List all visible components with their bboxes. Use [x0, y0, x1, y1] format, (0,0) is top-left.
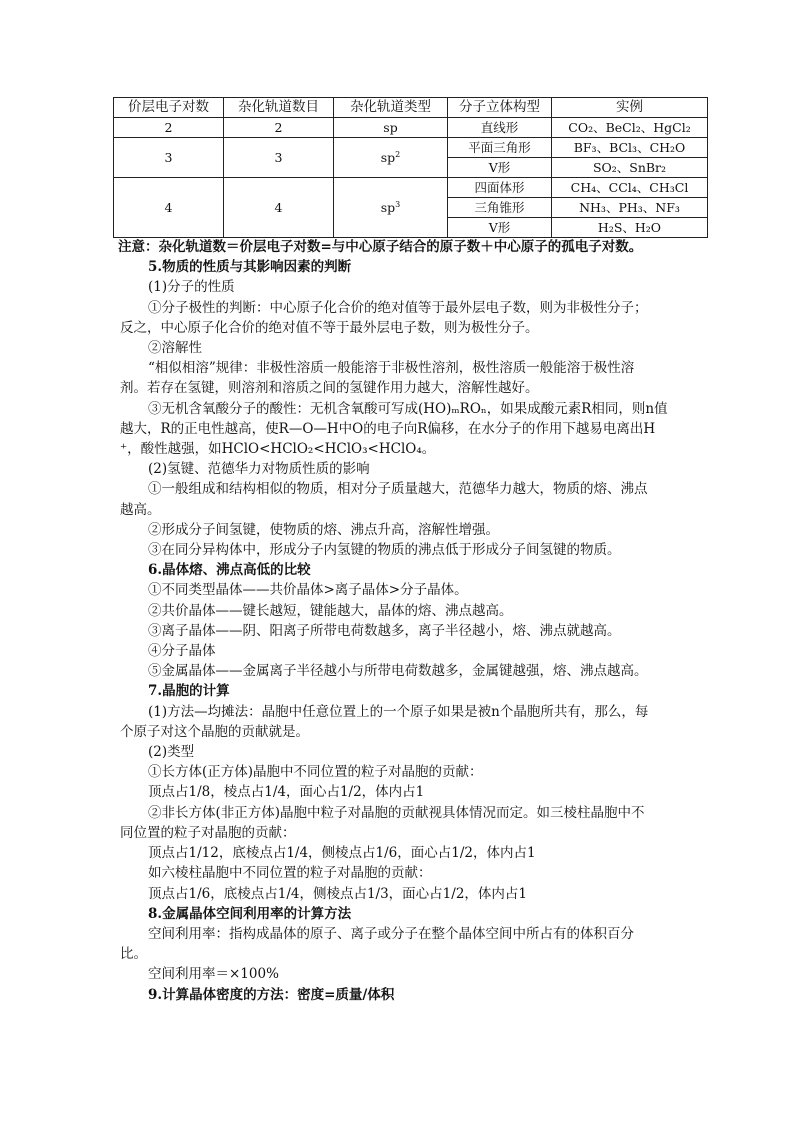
table-header-row — [114, 98, 708, 118]
electron-pairs-cell: 4 — [114, 178, 224, 238]
shape-cell: 直线形 — [448, 118, 552, 138]
text-line: ③离子晶体——阴、阳离子所带电荷数越多，离子半径越小，熔、沸点就越高。 — [148, 622, 621, 639]
text-line: 如六棱柱晶胞中不同位置的粒子对晶胞的贡献： — [148, 865, 432, 882]
hybrid-type-cell — [334, 138, 448, 178]
header-cell: 价层电子对数 — [114, 98, 224, 118]
header-cell: 杂化轨道类型 — [334, 98, 448, 118]
text-line: ②非长方体(非正方体)晶胞中粒子对晶胞的贡献视具体情况而定。如三棱柱晶胞中不 — [148, 804, 645, 821]
hybrid-superscript: 3 — [395, 199, 401, 209]
section-heading: 7.晶胞的计算 — [148, 683, 230, 700]
section-heading: 6.晶体熔、沸点高低的比较 — [148, 562, 311, 579]
text-line: ④分子晶体 — [148, 643, 216, 660]
hybrid-type: sp — [380, 150, 396, 165]
orbital-count-cell: 4 — [224, 178, 334, 238]
text-line: 同位置的粒子对晶胞的贡献： — [120, 824, 296, 841]
hybridization-table — [113, 97, 708, 238]
hybrid-type-cell — [334, 178, 448, 238]
text-line: 比。 — [120, 946, 147, 963]
orbital-count-cell: 2 — [224, 118, 334, 138]
shape-cell: V形 — [448, 218, 552, 238]
text-line: (1)分子的性质 — [148, 279, 235, 296]
example-cell: NH₃、PH₃、NF₃ — [552, 198, 708, 218]
text-line: (1)方法—均摊法：晶胞中任意位置上的一个原子如果是被n个晶胞所共有，那么，每 — [148, 703, 649, 720]
text-line: ①分子极性的判断：中心原子化合价的绝对值等于最外层电子数，则为非极性分子； — [148, 299, 648, 316]
electron-pairs-cell: 3 — [114, 138, 224, 178]
text-line: ①一般组成和结构相似的物质，相对分子质量越大，范德华力越大，物质的熔、沸点 — [148, 481, 648, 498]
example-cell: CO₂、BeCl₂、HgCl₂ — [552, 118, 708, 138]
table-row — [114, 138, 708, 158]
text-line: (2)类型 — [148, 744, 195, 761]
text-line: ③在同分异构体中，形成分子内氢键的物质的沸点低于形成分子间氢键的物质。 — [148, 542, 621, 559]
electron-pairs-cell: 2 — [114, 118, 224, 138]
text-line: 空间利用率：指构成晶体的原子、离子或分子在整个晶体空间中所占有的体积百分 — [148, 925, 634, 942]
text-line: ②溶解性 — [148, 340, 202, 357]
text-line: ①不同类型晶体——共价晶体>离子晶体>分子晶体。 — [148, 582, 468, 599]
text-line: ③无机含氧酸分子的酸性：无机含氧酸可写成(HO)ₘROₙ，如果成酸元素R相同，则n值 — [148, 400, 668, 417]
text-line: 剂。若存在氢键，则溶剂和溶质之间的氢键作用力越大，溶解性越好。 — [120, 380, 539, 397]
text-line: ②共价晶体——键长越短，键能越大，晶体的熔、沸点越高。 — [148, 602, 513, 619]
section-heading: 8.金属晶体空间利用率的计算方法 — [148, 905, 352, 922]
header-cell: 杂化轨道数目 — [224, 98, 334, 118]
text-line: 顶点占1/12，底棱点占1/4，侧棱点占1/6，面心占1/2，体内占1 — [148, 845, 536, 862]
orbital-count-cell: 3 — [224, 138, 334, 178]
hybrid-superscript: 2 — [395, 149, 401, 159]
shape-cell: 平面三角形 — [448, 138, 552, 158]
text-line: 反之，中心原子化合价的绝对值不等于最外层电子数，则为极性分子。 — [120, 319, 539, 336]
note-line: 注意：杂化轨道数＝价层电子对数=与中心原子结合的原子数＋中心原子的孤电子对数。 — [118, 239, 643, 255]
example-cell: BF₃、BCl₃、CH₂O — [552, 138, 708, 158]
example-cell: H₂S、H₂O — [552, 218, 708, 238]
text-line: ②形成分子间氢键，使物质的熔、沸点升高，溶解性增强。 — [148, 521, 499, 538]
text-line: 顶点占1/6，底棱点占1/4，侧棱点占1/3，面心占1/2，体内占1 — [148, 885, 527, 902]
table-row — [114, 178, 708, 198]
text-line: 顶点占1/8，棱点占1/4，面心占1/2，体内占1 — [148, 784, 425, 801]
text-line: 个原子对这个晶胞的贡献就是。 — [120, 723, 309, 740]
text-line: “相似相溶”规律：非极性溶质一般能溶于非极性溶剂，极性溶质一般能溶于极性溶 — [148, 360, 635, 377]
hybrid-type: sp — [383, 120, 398, 135]
text-line: (2)氢键、范德华力对物质性质的影响 — [148, 461, 370, 478]
section-heading: 9.计算晶体密度的方法：密度=质量/体积 — [148, 986, 395, 1003]
text-line: 越大，R的正电性越高，使R—O—H中O的电子向R偏移，在水分子的作用下越易电离出H — [120, 420, 656, 437]
text-line: ⁺，酸性越强，如HClO<HClO₂<HClO₃<HClO₄。 — [120, 441, 436, 458]
table-row — [114, 118, 708, 138]
section-heading: 5.物质的性质与其影响因素的判断 — [148, 259, 352, 276]
shape-cell: 三角锥形 — [448, 198, 552, 218]
hybrid-type: sp — [380, 200, 396, 215]
text-line: ①长方体(正方体)晶胞中不同位置的粒子对晶胞的贡献： — [148, 764, 483, 781]
shape-cell: 四面体形 — [448, 178, 552, 198]
header-cell: 分子立体构型 — [448, 98, 552, 118]
shape-cell: V形 — [448, 158, 552, 178]
example-cell: SO₂、SnBr₂ — [552, 158, 708, 178]
example-cell: CH₄、CCl₄、CH₃Cl — [552, 178, 708, 198]
text-line: ⑤金属晶体——金属离子半径越小与所带电荷数越多，金属键越强，熔、沸点越高。 — [148, 663, 648, 680]
body-text — [120, 237, 710, 1005]
header-cell: 实例 — [552, 98, 708, 118]
text-line: 空间利用率＝×100% — [148, 966, 279, 983]
hybrid-type-cell — [334, 118, 448, 138]
text-line: 越高。 — [120, 501, 161, 518]
